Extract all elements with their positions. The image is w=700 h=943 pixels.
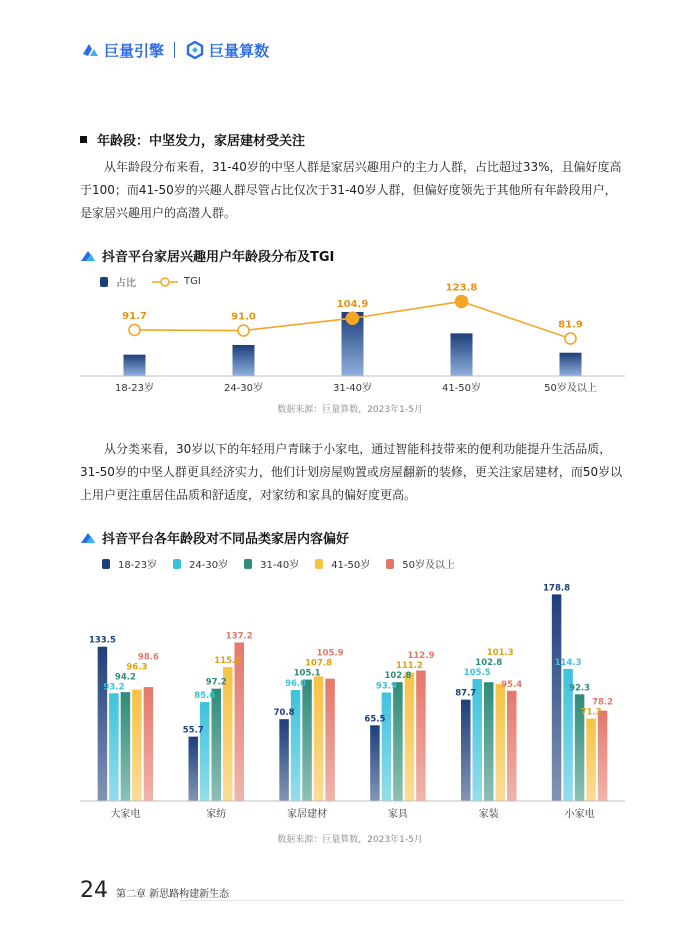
x-tick-label: 31-40岁 [332,383,373,394]
preference-bar [200,702,210,801]
bar-value-label: 105.1 [293,668,321,679]
tgi-value-label: 91.0 [231,311,256,323]
bar-value-label: 133.5 [88,635,116,646]
bar-value-label: 78.2 [592,697,614,708]
suanshu-logo-icon [185,40,205,60]
legend-swatch [315,559,323,569]
chart2-legend [102,556,471,571]
bar-value-label: 55.7 [182,725,204,736]
x-tick-label: 家居建材 [287,809,328,820]
oceanengine-logo-icon [80,40,100,60]
chart-title-icon [80,248,96,264]
legend-label: 18-23岁 [118,560,158,571]
bar-value-label: 112.9 [407,651,435,662]
chart1-title-text: 抖音平台家居兴趣用户年龄段分布及TGI [102,250,335,265]
preference-bar [416,671,426,801]
bar-value-label: 105.5 [463,668,491,679]
tgi-value-label: 91.7 [122,310,147,322]
preference-bar [144,687,154,801]
tgi-point [238,325,249,336]
legend-tgi-icon [152,276,178,288]
brand-suanshu-text: 巨量算数 [209,41,270,60]
tgi-point [347,312,359,324]
section-title-text: 年龄段：中坚发力，家居建材受关注 [97,134,306,149]
bar-value-label: 96.0 [285,679,307,690]
preference-bar [484,682,494,801]
preference-bar [279,719,289,801]
legend-swatch [102,559,110,569]
chart1-title [80,246,334,265]
bar-value-label: 114.3 [554,657,582,668]
bar-value-label: 71.3 [580,707,602,718]
bar-value-label: 65.5 [364,714,386,725]
bar-value-label: 93.2 [103,682,125,693]
preference-bar [382,692,392,801]
tgi-value-label: 104.9 [336,299,369,311]
tgi-point [565,333,576,344]
legend-item [102,556,157,571]
tgi-value-label: 81.9 [558,319,583,331]
x-tick-label: 家装 [478,809,499,820]
preference-bar [325,679,335,801]
preference-bar [461,700,471,801]
page-header [80,38,269,62]
share-bar [124,355,146,376]
bar-value-label: 105.9 [316,648,344,659]
legend-label: 41-50岁 [331,560,371,571]
preference-bar [235,642,245,801]
share-bar [233,345,255,376]
bar-value-label: 115.9 [214,656,242,667]
x-tick-label: 家具 [387,809,408,820]
x-tick-label: 小家电 [564,809,595,820]
chapter-title: 第二章 新思路构建新生态 [116,889,230,900]
bar-value-label: 178.8 [543,583,571,594]
tgi-point [129,324,140,335]
bar-value-label: 102.8 [475,658,503,669]
preference-bar [370,725,380,801]
bar-value-label: 92.3 [569,683,591,694]
preference-bar [132,690,142,801]
bar-value-label: 107.8 [305,658,333,669]
preference-bar [314,676,324,801]
brand-oceanengine [80,40,164,61]
legend-label: 24-30岁 [189,560,229,571]
chart2-source: 数据来源：巨量算数，2023年1-5月 [277,835,423,845]
share-bar [560,353,582,376]
legend-label: 31-40岁 [260,560,300,571]
paragraph-1: 从年龄段分布来看，31-40岁的中坚人群是家居兴趣用户的主力人群，占比超过33%，且偏好度高于100；而41-50岁的兴趣人群尽管占比仅次于31-40岁人群，但偏好度领先于其他所有年龄段用户，是家居兴趣用户的高潜人群。 [80,160,622,220]
preference-bar [496,684,506,801]
bar-value-label: 97.2 [205,677,227,688]
preference-bar [302,680,312,801]
page-number: 24 [80,878,108,903]
bar-value-label: 94.2 [114,672,136,683]
bar-value-label: 95.4 [501,679,523,690]
preference-bar [121,692,131,801]
chart1-legend [100,274,217,289]
preference-bar [212,689,222,801]
header-divider [174,42,175,58]
bar-value-label: 85.6 [194,691,216,702]
preference-bar [393,682,403,801]
x-tick-label: 大家电 [110,809,141,820]
chart1-source: 数据来源：巨量算数，2023年1-5月 [277,405,423,415]
footer-divider [180,900,625,901]
bar-value-label: 96.3 [126,662,148,673]
legend-item [244,556,299,571]
brand-suanshu [185,40,269,61]
legend-share-swatch [100,277,108,287]
legend-share-label: 占比 [116,278,136,289]
bar-value-label: 137.2 [225,631,253,642]
bar-value-label: 87.7 [455,688,477,699]
preference-bar [598,711,608,801]
preference-bar [98,647,108,801]
legend-item [315,556,370,571]
bar-value-label: 111.2 [395,661,423,672]
chart-title-icon [80,530,96,546]
legend-share [100,274,136,289]
x-tick-label: 24-30岁 [223,383,264,394]
preference-bar [586,719,596,801]
preference-bar [405,673,415,801]
legend-item [386,556,455,571]
legend-tgi-label: TGI [184,276,201,287]
legend-label: 50岁及以上 [402,560,455,571]
share-bar [451,333,473,376]
chart2-title [80,528,349,547]
bar-value-label: 102.8 [384,671,412,682]
preference-bar [507,691,517,801]
x-tick-label: 41-50岁 [441,383,482,394]
bar-value-label: 101.3 [486,648,514,659]
brand-oceanengine-text: 巨量引擎 [104,41,165,60]
x-tick-label: 18-23岁 [114,383,155,394]
legend-item [173,556,228,571]
bar-value-label: 70.8 [273,708,295,719]
tgi-value-label: 123.8 [445,282,478,294]
legend-swatch [386,559,394,569]
chart2-svg [80,572,625,824]
section-title [80,130,305,149]
bar-value-label: 93.9 [375,681,397,692]
preference-bar [291,690,301,801]
legend-swatch [244,559,252,569]
paragraph-2: 从分类来看，30岁以下的年轻用户青睐于小家电，通过智能科技带来的便利功能提升生活品质，31-50岁的中坚人群更具经济实力，他们计划房屋购置或房屋翻新的装修，更关注家居建材，而50岁以上用户更注重居住品质和舒适度，对家纺和家具的偏好度更高。 [80,442,623,502]
bullet-icon [80,136,87,143]
preference-bar [109,693,119,801]
legend-swatch [173,559,181,569]
preference-bar [189,737,199,801]
legend-tgi [152,276,201,288]
chart2-title-text: 抖音平台各年龄段对不同品类家居内容偏好 [102,532,350,547]
tgi-point [456,295,468,307]
preference-bar [552,594,562,801]
x-tick-label: 家纺 [206,809,227,820]
x-tick-label: 50岁及以上 [544,383,597,394]
bar-value-label: 98.6 [137,652,159,663]
